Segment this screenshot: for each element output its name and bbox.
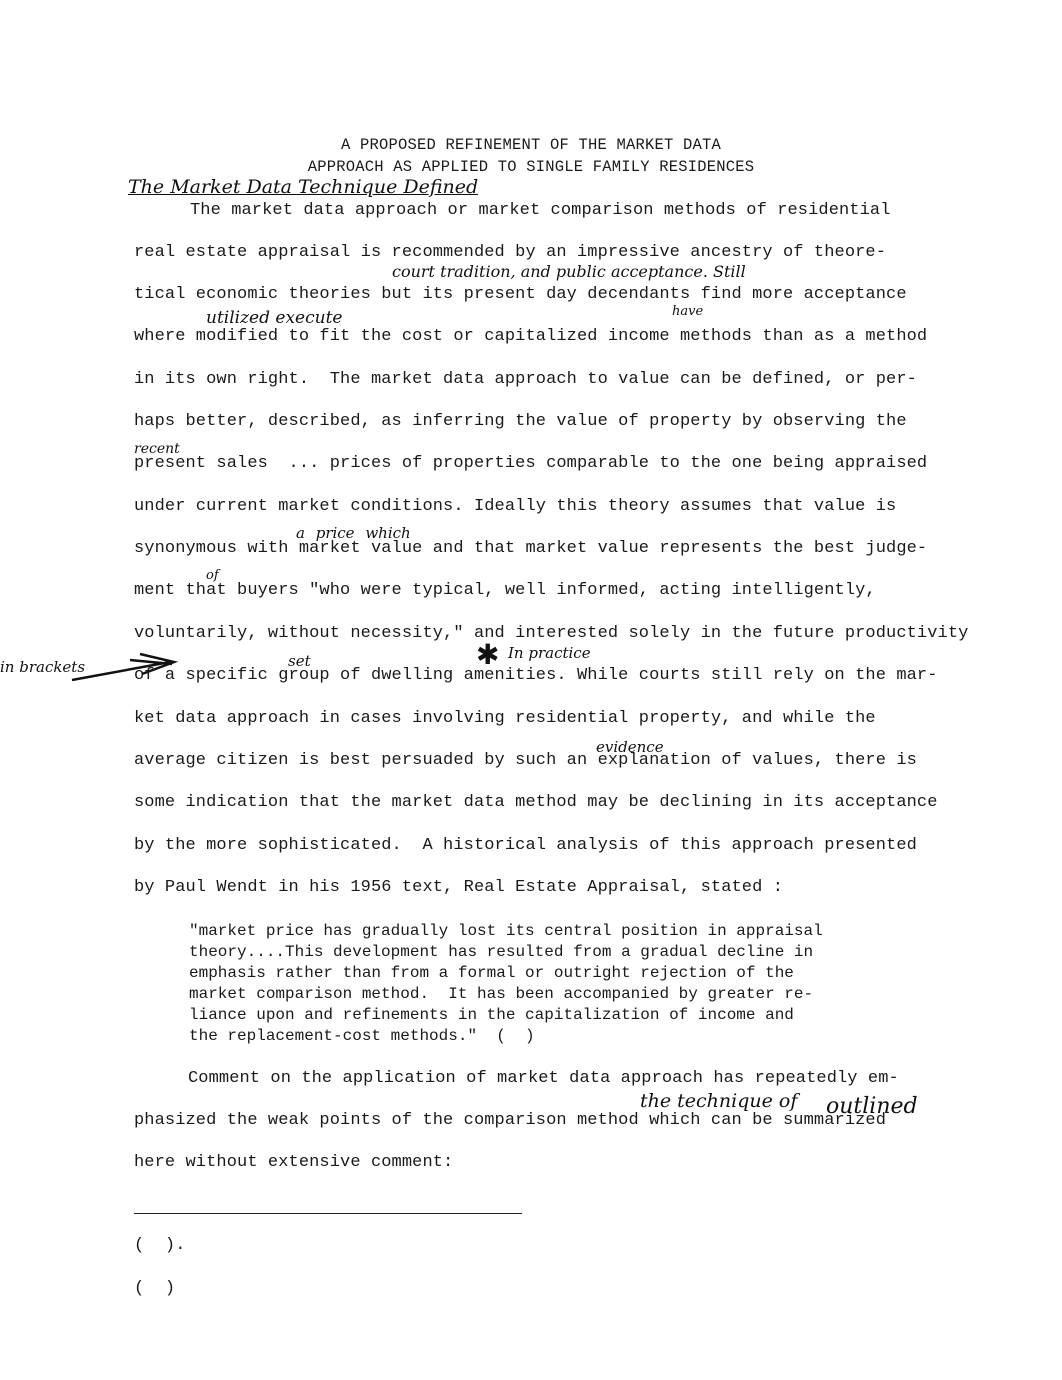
handwritten-court-tradition: court tradition, and public acceptance. Still — [392, 262, 746, 281]
body-line: haps better, described, as inferring the value of property by observing the — [134, 412, 907, 431]
handwritten-margin-note: in brackets — [0, 658, 85, 676]
handwritten-the-technique: the technique of — [640, 1090, 798, 1112]
handwritten-evidence: evidence — [596, 738, 664, 756]
body-line: by Paul Wendt in his 1956 text, Real Estate Appraisal, stated : — [134, 878, 784, 897]
body-line: where modified to fit the cost or capitalized income methods than as a method — [134, 327, 928, 346]
handwritten-have: have — [672, 304, 704, 319]
body-line: ket data approach in cases involving residential property, and while the — [134, 709, 876, 728]
body-line: some indication that the market data method may be declining in its acceptance — [134, 793, 938, 812]
quote-line: emphasis rather than from a formal or outright rejection of the — [189, 964, 794, 982]
asterisk-icon: ✱ — [476, 638, 500, 671]
body-line: average citizen is best persuaded by such an explanation of values, there is — [134, 751, 917, 770]
handwritten-set: set — [288, 652, 311, 670]
handwritten-outlined: outlined — [826, 1094, 918, 1119]
body-line: by the more sophisticated. A historical analysis of this approach presented — [134, 836, 917, 855]
body-line: Comment on the application of market data approach has repeatedly em- — [188, 1069, 899, 1088]
handwritten-heading: The Market Data Technique Defined — [128, 176, 479, 198]
body-line: of a specific group of dwelling amenities. While courts still rely on the mar- — [134, 666, 938, 685]
quote-line: liance upon and refinements in the capitalization of income and — [189, 1006, 794, 1024]
footnote-divider — [134, 1213, 522, 1214]
body-line: ment that buyers "who were typical, well informed, acting intelligently, — [134, 581, 876, 600]
handwritten-in-practice: In practice — [508, 644, 591, 662]
body-line: tical economic theories but its present day decendants find more acceptance — [134, 285, 907, 304]
handwritten-of: of — [206, 568, 219, 583]
handwritten-utilized-execute: utilized execute — [206, 308, 343, 328]
body-line: under current market conditions. Ideally this theory assumes that value is — [134, 497, 897, 516]
handwritten-recent: recent — [134, 441, 180, 457]
body-line: here without extensive comment: — [134, 1153, 454, 1172]
body-line: in its own right. The market data approach to value can be defined, or per- — [134, 370, 917, 389]
document-title-line-2: APPROACH AS APPLIED TO SINGLE FAMILY RESIDENCES — [307, 158, 755, 176]
body-line: real estate appraisal is recommended by an impressive ancestry of theore- — [134, 243, 887, 262]
quote-line: theory....This development has resulted from a gradual decline in — [189, 943, 814, 961]
body-line: voluntarily, without necessity," and interested solely in the future productivity — [134, 624, 969, 643]
quote-line: market comparison method. It has been accompanied by greater re- — [189, 985, 814, 1003]
quote-line: the replacement-cost methods." ( ) — [189, 1027, 535, 1045]
body-line: phasized the weak points of the comparison method which can be summarized — [134, 1111, 887, 1130]
handwritten-price-which: a price which — [296, 524, 411, 542]
document-title-line-1: A PROPOSED REFINEMENT OF THE MARKET DATA — [340, 136, 722, 154]
footnote-marker: ( ). — [134, 1236, 186, 1255]
body-line: The market data approach or market comparison methods of residential — [190, 201, 891, 220]
footnote-marker: ( ) — [134, 1279, 176, 1298]
quote-line: "market price has gradually lost its central position in appraisal — [189, 922, 823, 940]
body-line: present sales ... prices of properties comparable to the one being appraised — [134, 454, 928, 473]
body-line: synonymous with market value and that market value represents the best judge- — [134, 539, 928, 558]
